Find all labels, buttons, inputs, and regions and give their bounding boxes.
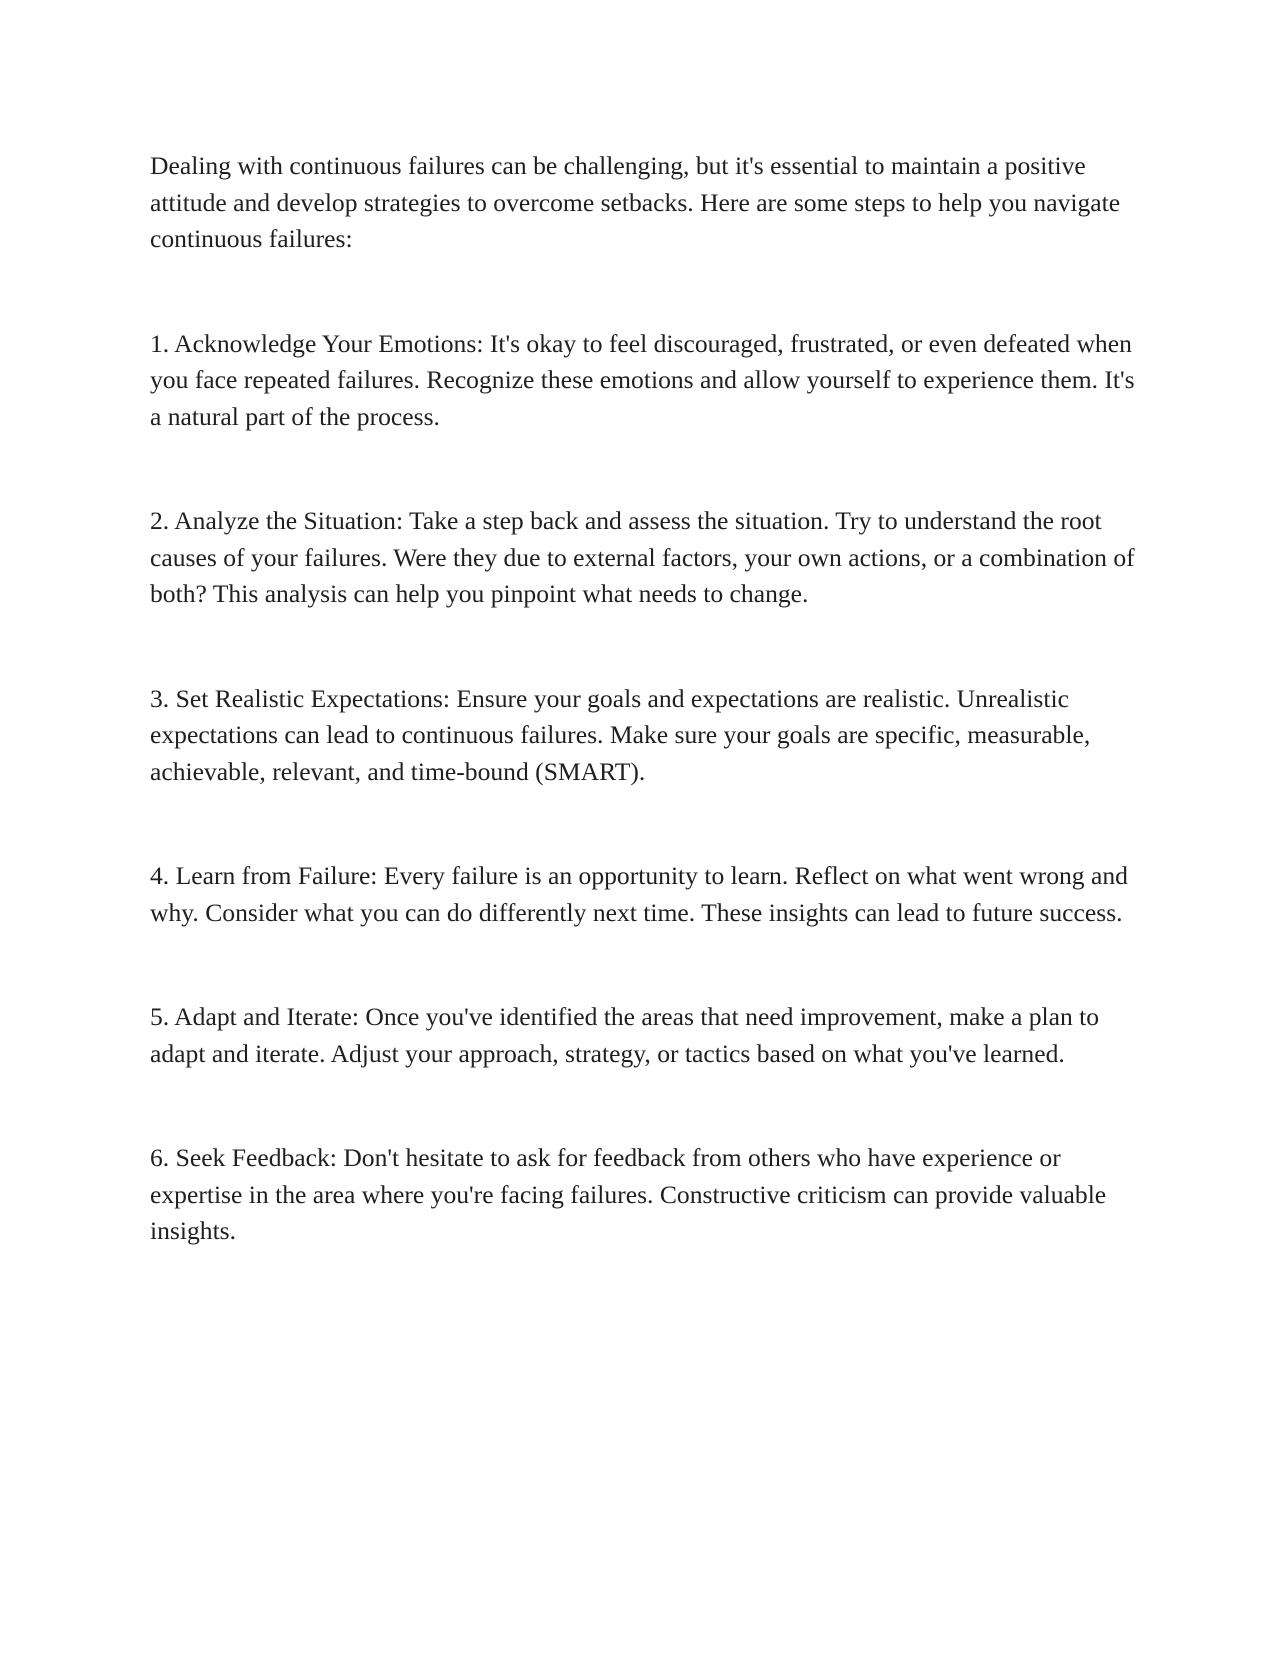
step-5-paragraph: 5. Adapt and Iterate: Once you've identified the areas that need improvement, make a plan to adapt and iterate. Adjust your approach, strategy, or tactics based on what you've learned. (150, 1002, 1100, 1068)
intro-paragraph: Dealing with continuous failures can be challenging, but it's essential to maintain a positive attitude and develop strategies to overcome setbacks. Here are some steps to help you navigate continuous failures: (150, 151, 1121, 253)
step-2-paragraph: 2. Analyze the Situation: Take a step back and assess the situation. Try to understand the root causes of your failures. Were they due to external factors, your own actions, or a combination of both? This analysis can help you pinpoint what needs to change. (150, 506, 1135, 608)
document-body (150, 148, 1140, 1318)
step-4-paragraph: 4. Learn from Failure: Every failure is an opportunity to learn. Reflect on what went wrong and why. Consider what you can do differently next time. These insights can lead to future success. (150, 861, 1128, 927)
step-6-paragraph: 6. Seek Feedback: Don't hesitate to ask for feedback from others who have experience or expertise in the area where you're facing failures. Constructive criticism can provide valuable insights. (150, 1143, 1107, 1245)
step-3-paragraph: 3. Set Realistic Expectations: Ensure your goals and expectations are realistic. Unrealistic expectations can lead to continuous failures. Make sure your goals are specific, measurable, achievable, relevant, and time-bound (SMART). (150, 683, 1091, 786)
step-1-paragraph: 1. Acknowledge Your Emotions: It's okay to feel discouraged, frustrated, or even defeated when you face repeated failures. Recognize these emotions and allow yourself to experience them. It's a natural part of the process. (150, 328, 1135, 431)
